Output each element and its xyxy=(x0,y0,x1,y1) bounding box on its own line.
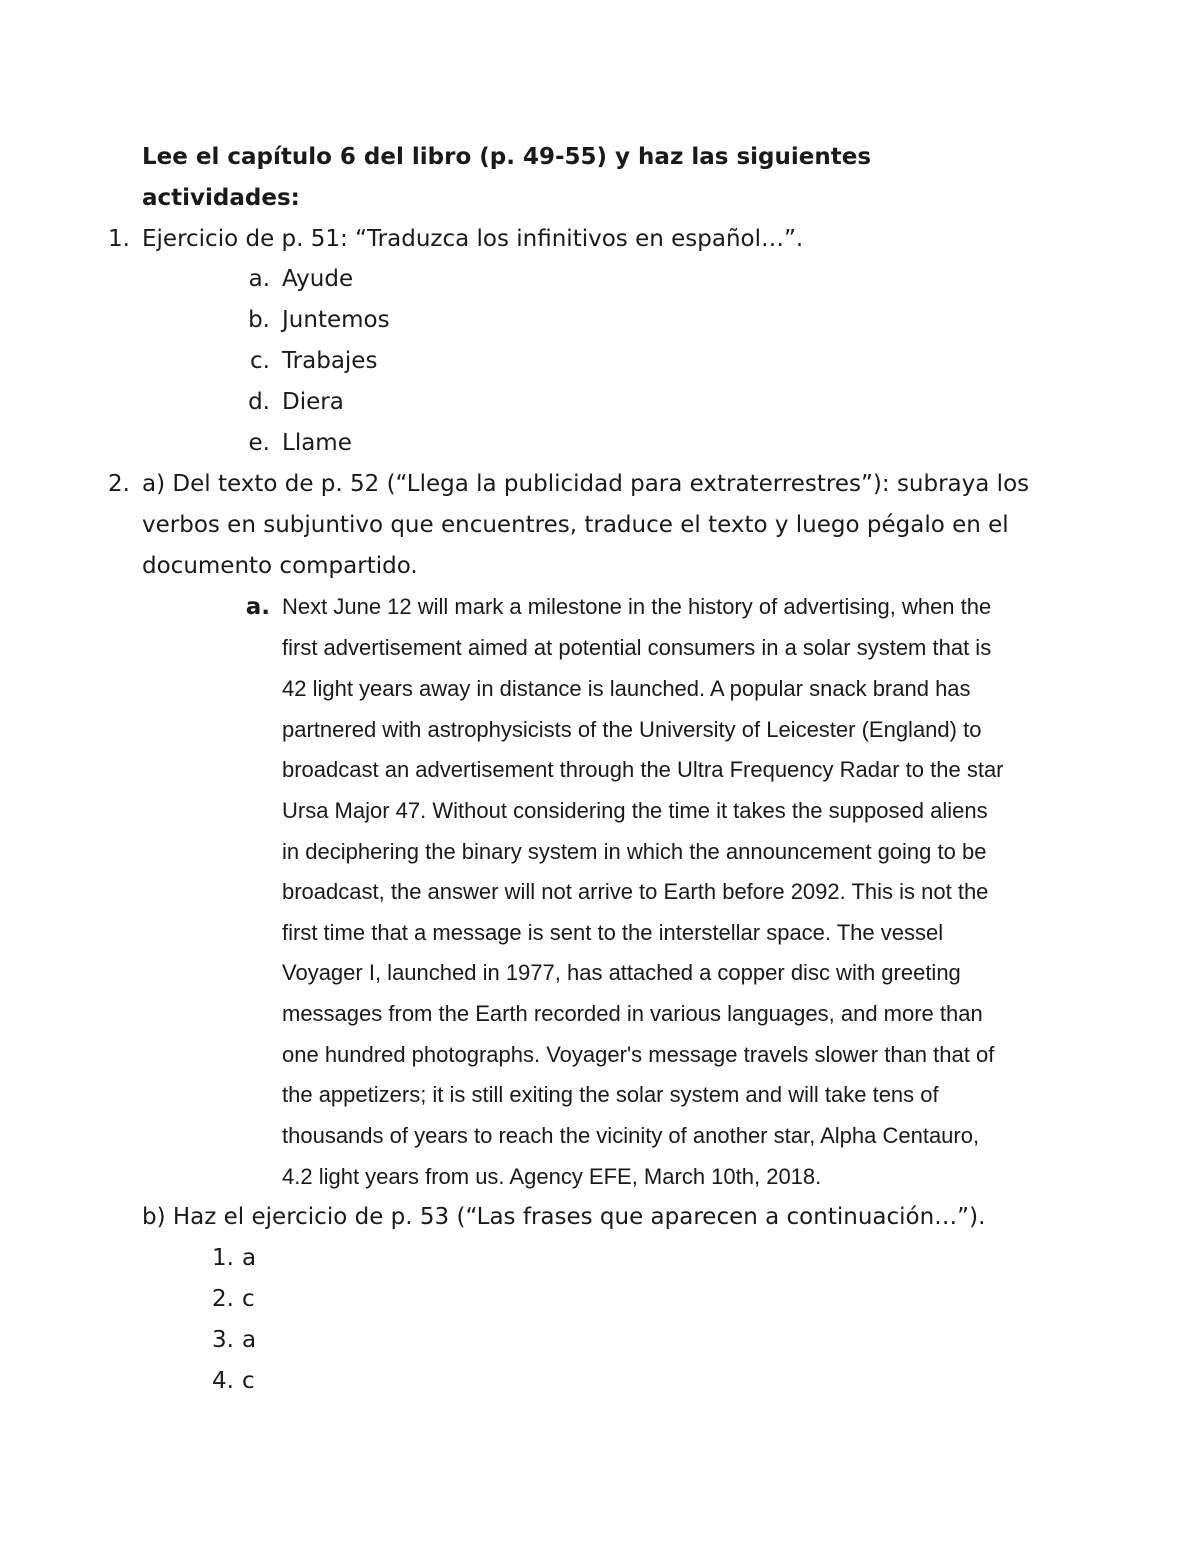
translation-line: partnered with astrophysicists of the University of Leicester (England) to xyxy=(282,717,982,742)
answer-marker-b: b. xyxy=(248,307,270,333)
translation-line: 42 light years away in distance is launched. A popular snack brand has xyxy=(282,676,971,701)
translation-line: Voyager I, launched in 1977, has attached a copper disc with greeting xyxy=(282,960,961,985)
answer-number-3: 3. xyxy=(212,1327,234,1353)
answer-letter-3: a xyxy=(242,1327,257,1353)
exercise-2a-line-1: a) Del texto de p. 52 (“Llega la publicidad para extraterrestres”): subraya los xyxy=(142,471,1030,497)
list-marker-2: 2. xyxy=(108,471,130,497)
list-marker-1: 1. xyxy=(108,226,130,252)
answer-letter-2: c xyxy=(242,1286,255,1312)
answer-number-1: 1. xyxy=(212,1245,234,1271)
translation-line: 4.2 light years from us. Agency EFE, March 10th, 2018. xyxy=(282,1164,822,1189)
translation-line: Next June 12 will mark a milestone in the history of advertising, when the xyxy=(282,594,992,619)
exercise-1-text: Ejercicio de p. 51: “Traduzca los infinitivos en español…”. xyxy=(142,226,804,252)
translation-line: in deciphering the binary system in which the announcement going to be xyxy=(282,839,987,864)
answer-letter-1: a xyxy=(242,1245,257,1271)
answer-letter-4: c xyxy=(242,1368,255,1394)
answer-marker-a: a. xyxy=(248,266,270,292)
translation-line: thousands of years to reach the vicinity of another star, Alpha Centauro, xyxy=(282,1123,980,1148)
translation-line: first advertisement aimed at potential consumers in a solar system that is xyxy=(282,635,992,660)
answer-d: Diera xyxy=(282,389,344,415)
answer-marker-d: d. xyxy=(248,389,270,415)
translation-line: messages from the Earth recorded in various languages, and more than xyxy=(282,1001,983,1026)
instructions-heading-line-1: Lee el capítulo 6 del libro (p. 49-55) y haz las siguientes xyxy=(142,144,872,170)
translation-line: first time that a message is sent to the interstellar space. The vessel xyxy=(282,920,944,945)
answer-number-2: 2. xyxy=(212,1286,234,1312)
exercise-2a-line-2: verbos en subjuntivo que encuentres, traduce el texto y luego pégalo en el xyxy=(142,512,1009,538)
answer-marker-c: c. xyxy=(250,348,270,374)
exercise-2a-line-3: documento compartido. xyxy=(142,553,418,579)
answer-c: Trabajes xyxy=(282,348,378,374)
answer-number-4: 4. xyxy=(212,1368,234,1394)
translation-line: broadcast an advertisement through the Ultra Frequency Radar to the star xyxy=(282,757,1004,782)
instructions-heading-line-2: actividades: xyxy=(142,185,300,211)
translation-line: one hundred photographs. Voyager's message travels slower than that of xyxy=(282,1042,995,1067)
answer-marker-e: e. xyxy=(248,430,270,456)
answer-a: Ayude xyxy=(282,266,354,292)
translation-marker: a. xyxy=(245,594,270,620)
translation-line: broadcast, the answer will not arrive to Earth before 2092. This is not the xyxy=(282,879,989,904)
translation-line: the appetizers; it is still exiting the solar system and will take tens of xyxy=(282,1082,939,1107)
answer-e: Llame xyxy=(282,430,352,456)
translation-line: Ursa Major 47. Without considering the time it takes the supposed aliens xyxy=(282,798,988,823)
answer-b: Juntemos xyxy=(282,307,390,333)
exercise-2b-text: b) Haz el ejercicio de p. 53 (“Las frases que aparecen a continuación…”). xyxy=(142,1204,986,1230)
